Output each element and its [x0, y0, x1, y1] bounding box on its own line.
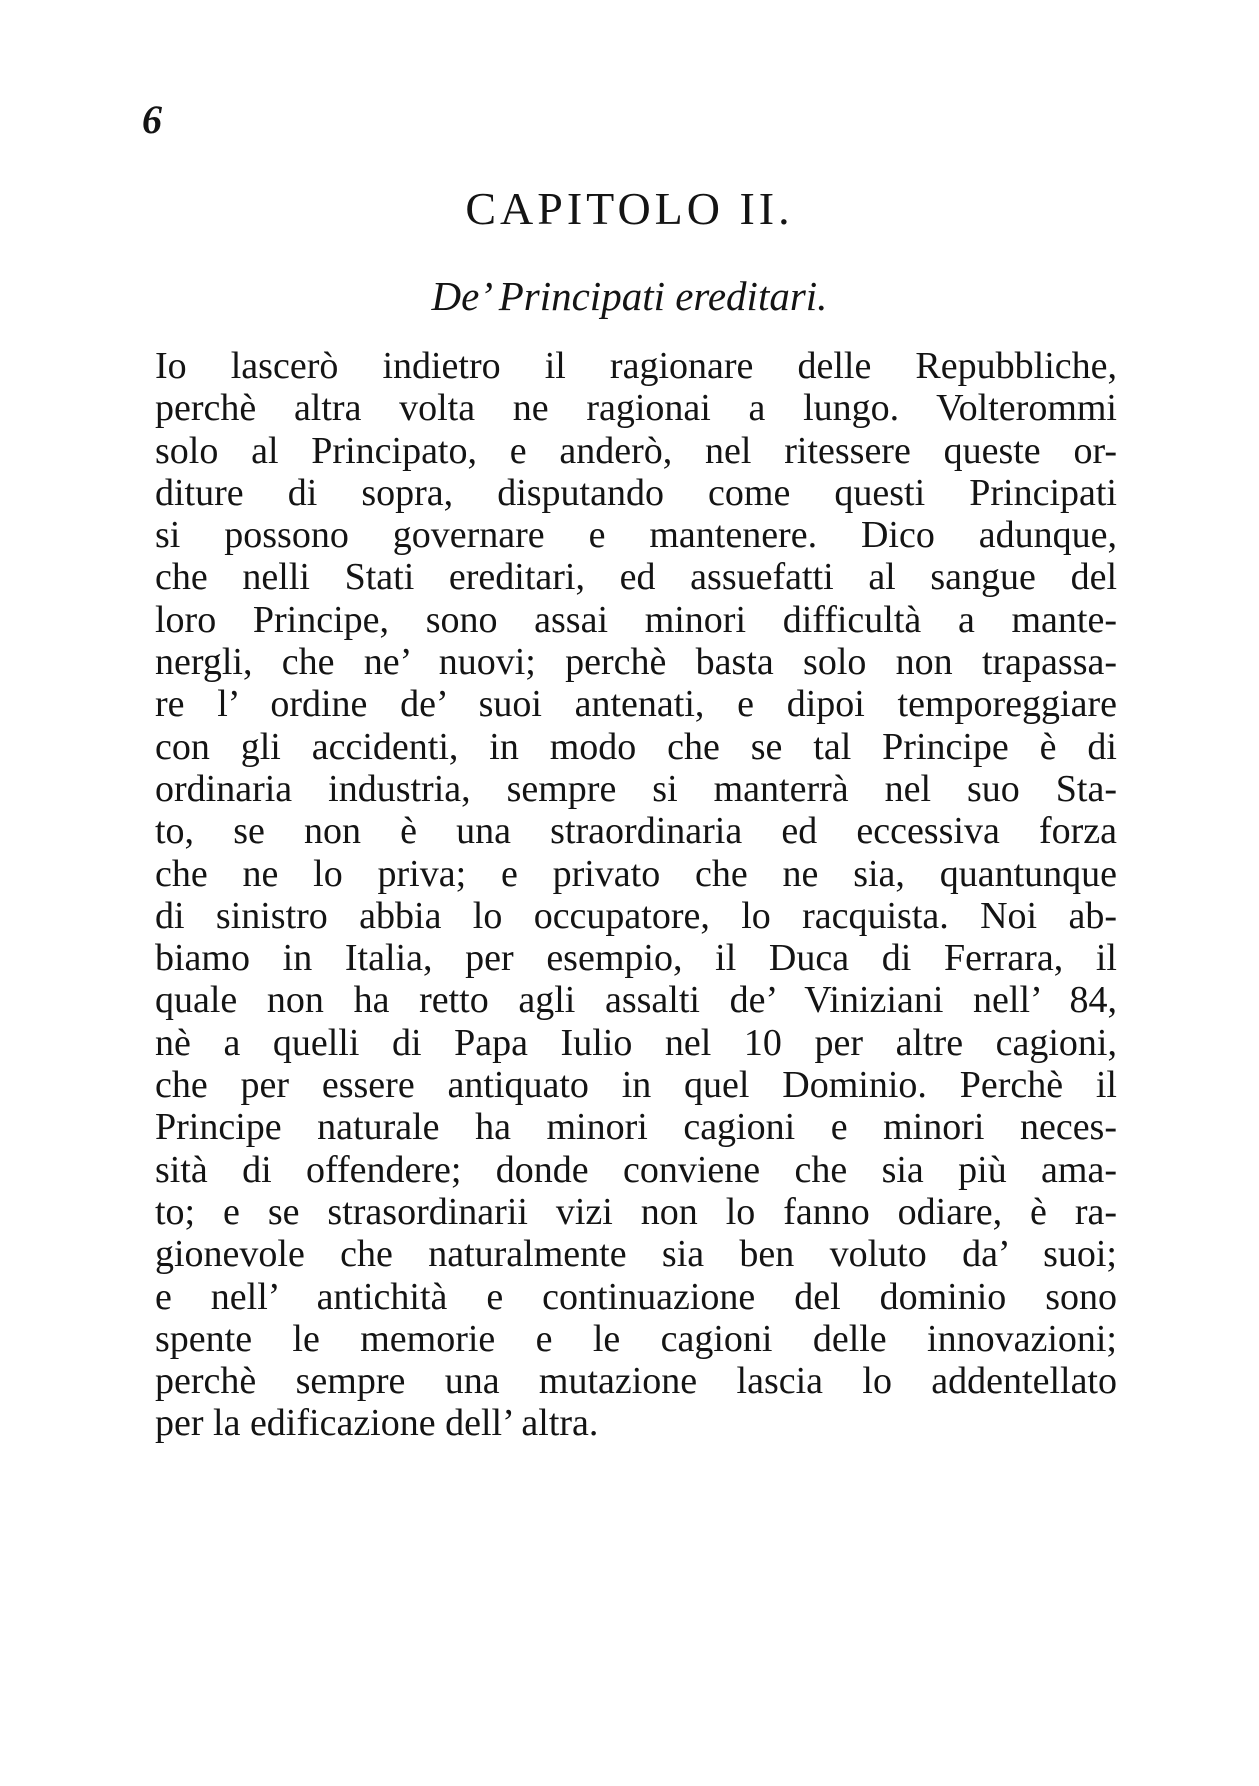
text-line: loro Principe, sono assai minori difficultà a mante- [155, 598, 1117, 641]
text-line: e nell’ antichità e continuazione del dominio sono [155, 1275, 1117, 1318]
text-line: che per essere antiquato in quel Dominio. Perchè il [155, 1064, 1117, 1107]
text-line: quale non ha retto agli assalti de’ Viniziani nell’ 84, [155, 979, 1117, 1022]
text-line: nergli, che ne’ nuovi; perchè basta solo non trapassa- [155, 641, 1117, 684]
text-line: biamo in Italia, per esempio, il Duca di Ferrara, il [155, 937, 1117, 980]
text-line: perchè altra volta ne ragionai a lungo. Volterommi [155, 387, 1117, 430]
text-line: che ne lo priva; e privato che ne sia, quantunque [155, 852, 1117, 895]
text-line: di sinistro abbia lo occupatore, lo racquista. Noi ab- [155, 894, 1117, 937]
text-line: che nelli Stati ereditari, ed assuefatti al sangue del [155, 556, 1117, 599]
body-text [155, 345, 1117, 1445]
text-line: si possono governare e mantenere. Dico adunque, [155, 514, 1117, 557]
text-line: perchè sempre una mutazione lascia lo addentellato [155, 1360, 1117, 1403]
text-line: Io lascerò indietro il ragionare delle Repubbliche, [155, 345, 1117, 387]
text-line: Principe naturale ha minori cagioni e minori neces- [155, 1106, 1117, 1149]
text-line: diture di sopra, disputando come questi Principati [155, 471, 1117, 514]
text-line: to; e se strasordinarii vizi non lo fanno odiare, è ra- [155, 1190, 1117, 1233]
text-line: sità di offendere; donde conviene che sia più ama- [155, 1148, 1117, 1191]
text-line: ordinaria industria, sempre si manterrà nel suo Sta- [155, 767, 1117, 810]
text-line: re l’ ordine de’ suoi antenati, e dipoi temporeggiare [155, 683, 1117, 726]
text-line: nè a quelli di Papa Iulio nel 10 per altre cagioni, [155, 1021, 1117, 1064]
page-number: 6 [142, 97, 162, 142]
text-line: solo al Principato, e anderò, nel ritessere queste or- [155, 429, 1117, 472]
text-line: con gli accidenti, in modo che se tal Principe è di [155, 725, 1117, 768]
text-line: spente le memorie e le cagioni delle innovazioni; [155, 1317, 1117, 1360]
chapter-title: CAPITOLO II. [465, 183, 794, 234]
text-line: per la edificazione dell’ altra. [155, 1402, 599, 1445]
chapter-subtitle: De’ Principati ereditari. [431, 273, 828, 319]
text-line: gionevole che naturalmente sia ben voluto da’ suoi; [155, 1233, 1117, 1276]
text-line: to, se non è una straordinaria ed eccessiva forza [155, 810, 1117, 853]
